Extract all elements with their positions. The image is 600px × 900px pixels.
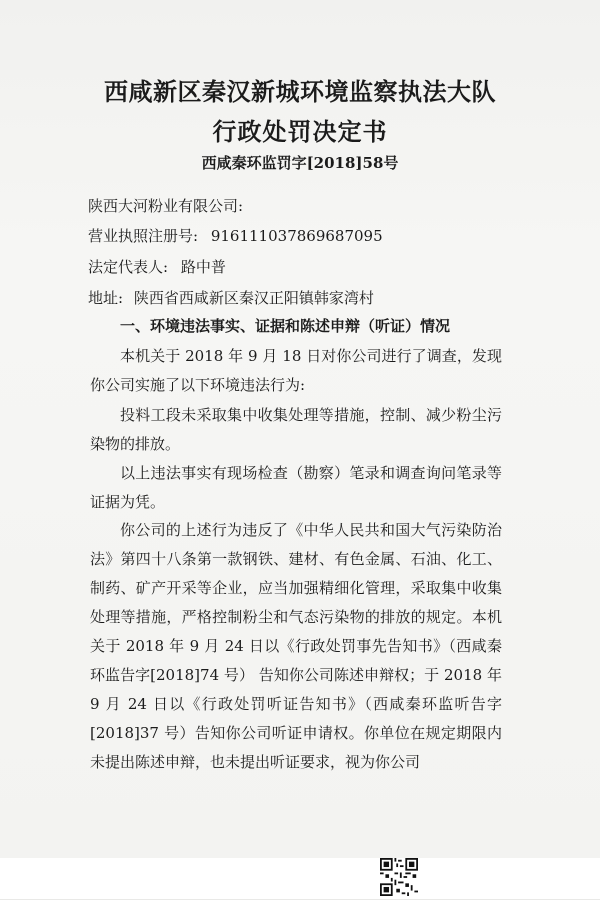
address-row [88,287,374,308]
legal-rep-row [88,256,226,277]
license-label: 营业执照注册号: [88,227,199,245]
document-title-line1: 西咸新区秦汉新城环境监察执法大队 [104,78,496,106]
address-label: 地址: [88,289,124,307]
license-row [88,225,383,246]
qr-code-icon [380,858,418,896]
paragraph-3: 以上违法事实有现场检查（勘察）笔录和调查询问笔录等证据为凭。 [90,464,502,511]
section-1-heading: 一、环境违法事实、证据和陈述申辩（听证）情况 [120,317,451,335]
paragraph-1: 本机关于 2018 年 9 月 18 日对你公司进行了调查，发现你公司实施了以下环境违法行为: [90,347,502,394]
license-value: 916111037869687095 [210,227,383,245]
bottom-margin [0,858,600,899]
legal-rep-value: 路中普 [180,258,226,276]
legal-rep-label: 法定代表人: [88,258,169,276]
recipient: 陕西大河粉业有限公司: [88,197,244,215]
document-number: 西咸秦环监罚字[2018]58号 [201,154,399,172]
paragraph-4: 你公司的上述行为违反了《中华人民共和国大气污染防治法》第四十八条第一款钢铁、建材、有色金属、石油、化工、制药、矿产开采等企业，应当加强精细化管理，采取集中收集处理等措施，严格控制粉尘和气态污染物的排放的规定。本机关于 2018 年 9 月 24 日以《行政处罚事先告知书》（西咸秦环监告字[2018]74 号） 告知你公司陈述申辩权；于 2018 年 9 月 24 日以《行政处罚听证告知书》（西咸秦环监听告字[2018]37 号）告知你公司听证申请权。你单位在规定期限内未提出陈述申辩，也未提出听证要求，视为你公司 [90,521,502,771]
paragraph-2: 投料工段未采取集中收集处理等措施，控制、减少粉尘污染物的排放。 [90,406,502,453]
address-value: 陕西省西咸新区秦汉正阳镇韩家湾村 [133,289,374,307]
document-title-line2: 行政处罚决定书 [212,118,388,146]
